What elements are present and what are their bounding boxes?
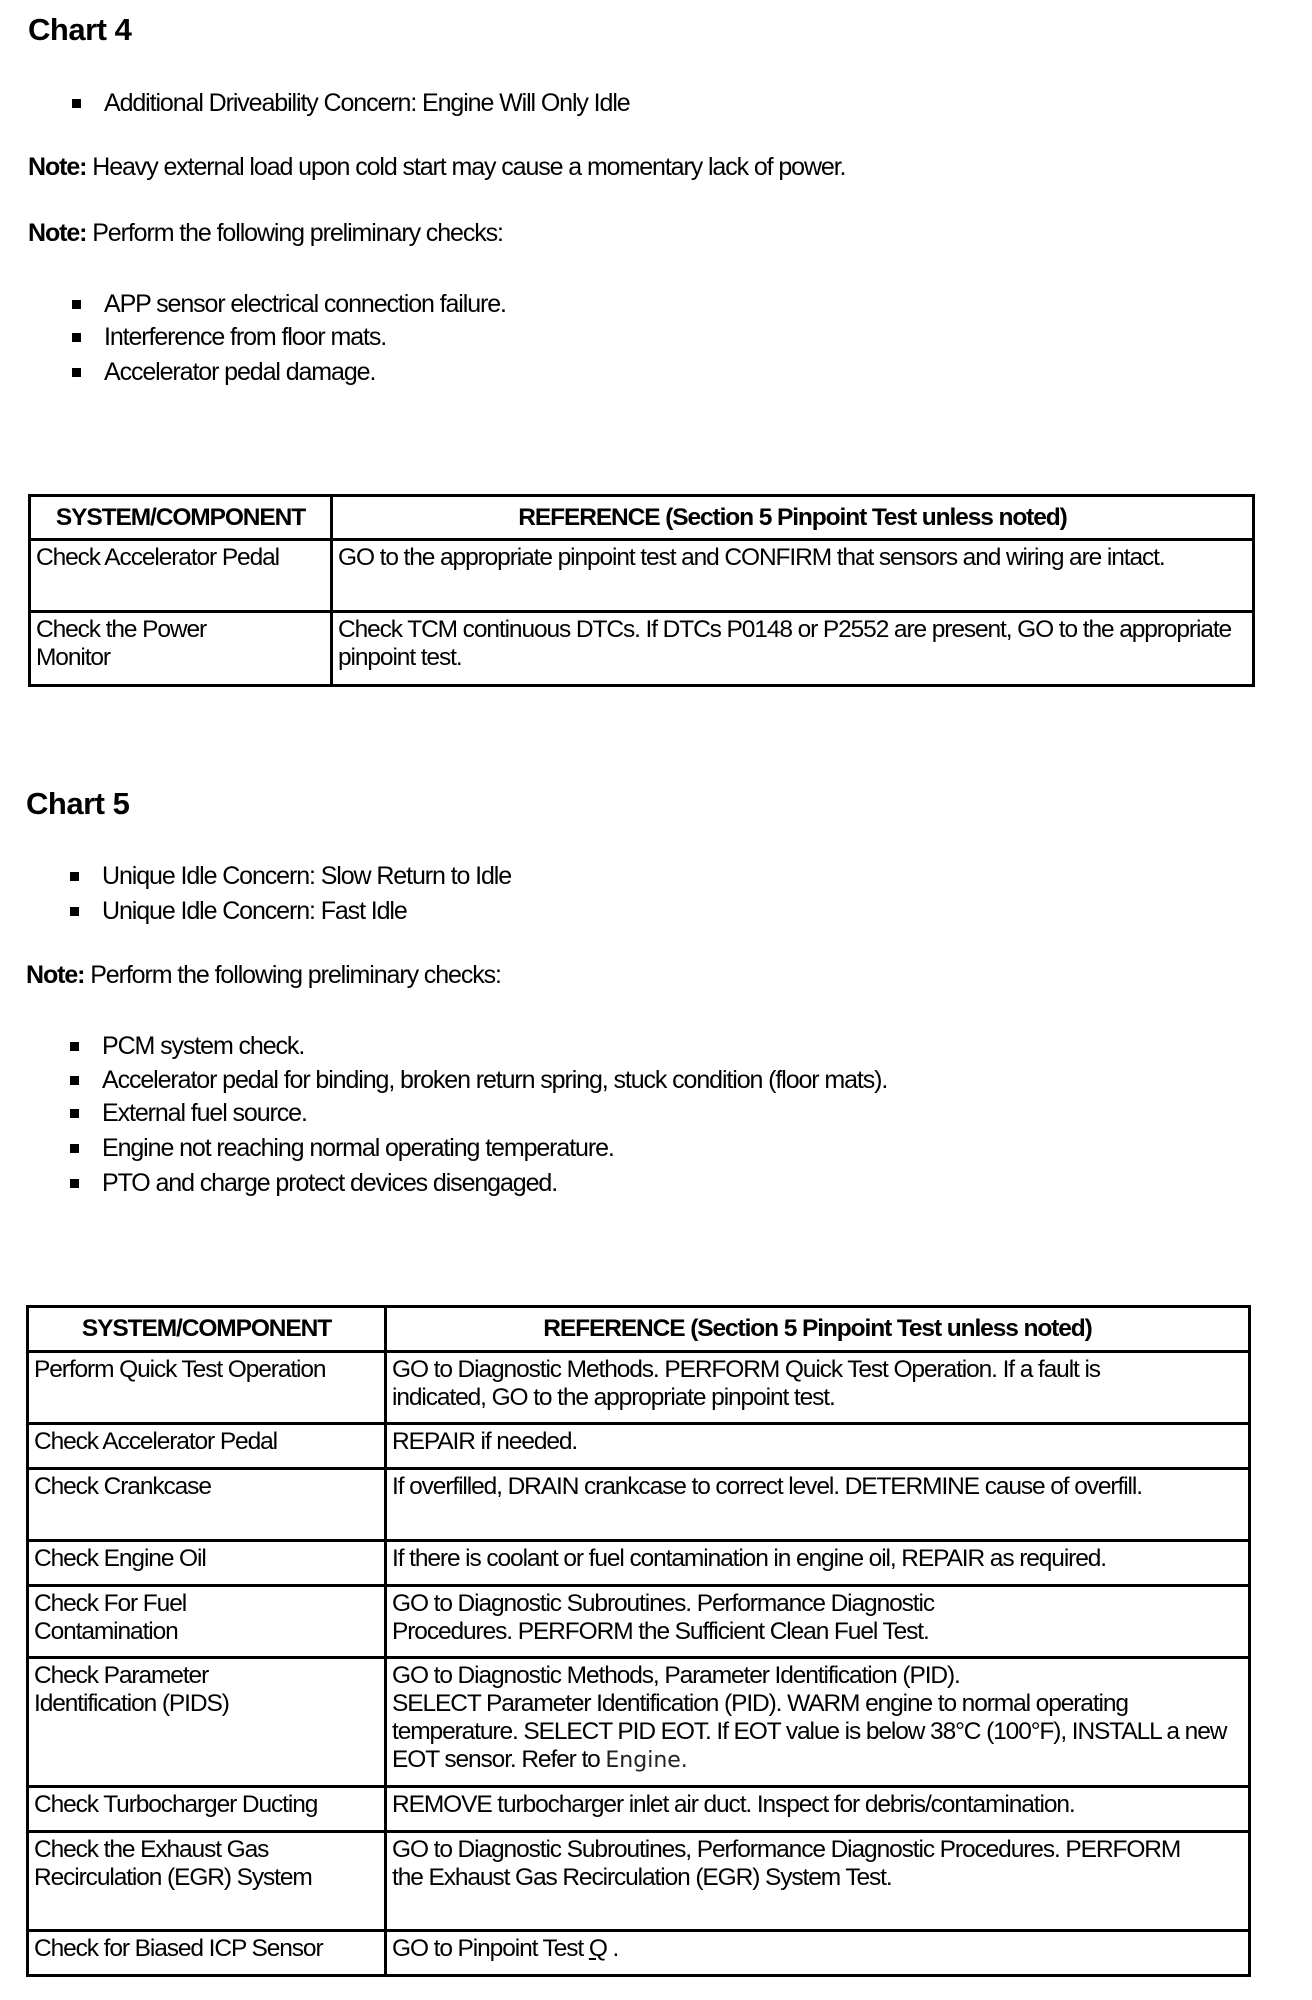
component-cell: Check Turbocharger Ducting — [28, 1787, 386, 1832]
reference-text: SELECT Parameter Identification (PID). WARM engine to normal operating temperature. SELECT PID EOT. If EOT value is below 38°C (100°F), INSTALL a new EOT sensor. Refer to — [392, 1690, 1227, 1773]
note-label: Note: — [28, 153, 87, 181]
chart4-check — [72, 323, 386, 352]
reference-cell: GO to Diagnostic Subroutines. Performance Diagnostic Procedures. PERFORM the Sufficient Clean Fuel Test. — [386, 1586, 1250, 1658]
component-cell: Check Accelerator Pedal — [28, 1424, 386, 1469]
chart4-concern — [72, 89, 630, 118]
table-row — [28, 1832, 1250, 1931]
table-row — [28, 1586, 1250, 1658]
pinpoint-test-q-link[interactable]: Q — [588, 1935, 607, 1962]
concern-text: Unique Idle Concern: Fast Idle — [102, 897, 407, 925]
reference-cell: Check TCM continuous DTCs. If DTCs P0148 or P2552 are present, GO to the appropriate pinpoint test. — [332, 612, 1254, 686]
header-reference: REFERENCE (Section 5 Pinpoint Test unless noted) — [386, 1307, 1250, 1352]
header-reference: REFERENCE (Section 5 Pinpoint Test unless noted) — [332, 496, 1254, 540]
check-text: Accelerator pedal for binding, broken return spring, stuck condition (floor mats). — [102, 1066, 888, 1094]
component-cell: Check Engine Oil — [28, 1541, 386, 1586]
note-label: Note: — [26, 961, 85, 989]
chart5-check — [70, 1169, 557, 1198]
check-text: External fuel source. — [102, 1099, 307, 1127]
chart5-table — [26, 1305, 1251, 1977]
table-header-row — [30, 496, 1254, 540]
check-text: PTO and charge protect devices disengaged. — [102, 1169, 558, 1197]
reference-cell: GO to Diagnostic Methods. PERFORM Quick Test Operation. If a fault is indicated, GO to the appropriate pinpoint test. — [386, 1352, 1250, 1424]
chart5-title: Chart 5 — [26, 786, 130, 821]
component-cell: Check Crankcase — [28, 1469, 386, 1541]
chart5-check — [70, 1032, 304, 1061]
reference-cell: REPAIR if needed. — [386, 1424, 1250, 1469]
component-cell: Check Parameter Identification (PIDS) — [28, 1658, 386, 1787]
component-cell: Check Accelerator Pedal — [30, 540, 332, 612]
reference-line: GO to Diagnostic Methods, Parameter Identification (PID). — [392, 1662, 960, 1689]
table-row — [28, 1931, 1250, 1976]
check-text: Interference from floor mats. — [104, 323, 387, 351]
chart5-concern — [70, 862, 511, 891]
reference-cell — [386, 1658, 1250, 1787]
reference-cell — [386, 1931, 1250, 1976]
check-text: PCM system check. — [102, 1032, 305, 1060]
table-header-row — [28, 1307, 1250, 1352]
chart4-title: Chart 4 — [28, 12, 132, 47]
chart4-note-1 — [28, 153, 845, 182]
component-cell: Check the Power Monitor — [30, 612, 332, 686]
chart5-note — [26, 961, 501, 990]
component-cell: Check the Exhaust Gas Recirculation (EGR) System — [28, 1832, 386, 1931]
chart5-check — [70, 1134, 614, 1163]
check-text: Accelerator pedal damage. — [104, 358, 376, 386]
note-text: Perform the following preliminary checks: — [86, 219, 503, 247]
chart4-check — [72, 290, 506, 319]
reference-end: . — [606, 1935, 619, 1962]
component-cell: Check For Fuel Contamination — [28, 1586, 386, 1658]
chart5-check — [70, 1066, 887, 1095]
note-label: Note: — [28, 219, 87, 247]
reference-cell: If there is coolant or fuel contamination in engine oil, REPAIR as required. — [386, 1541, 1250, 1586]
reference-cell: GO to the appropriate pinpoint test and CONFIRM that sensors and wiring are intact. — [332, 540, 1254, 612]
component-cell: Check for Biased ICP Sensor — [28, 1931, 386, 1976]
reference-cell: GO to Diagnostic Subroutines, Performance Diagnostic Procedures. PERFORM the Exhaust Gas Recirculation (EGR) System Test. — [386, 1832, 1250, 1931]
chart5-concern — [70, 897, 407, 926]
header-component: SYSTEM/COMPONENT — [30, 496, 332, 540]
component-cell: Perform Quick Test Operation — [28, 1352, 386, 1424]
chart5-check — [70, 1099, 307, 1128]
table-row — [28, 1787, 1250, 1832]
table-row — [28, 1424, 1250, 1469]
table-row — [28, 1658, 1250, 1787]
table-row — [30, 540, 1254, 612]
concern-text: Unique Idle Concern: Slow Return to Idle — [102, 862, 512, 890]
reference-cell: REMOVE turbocharger inlet air duct. Inspect for debris/contamination. — [386, 1787, 1250, 1832]
check-text: APP sensor electrical connection failure. — [104, 290, 506, 318]
chart4-note-2 — [28, 219, 503, 248]
table-row — [28, 1352, 1250, 1424]
table-row — [28, 1541, 1250, 1586]
reference-text: GO to Pinpoint Test — [392, 1935, 584, 1962]
chart4-check — [72, 358, 375, 387]
chart4-table — [28, 494, 1255, 687]
note-text: Perform the following preliminary checks: — [84, 961, 501, 989]
header-component: SYSTEM/COMPONENT — [28, 1307, 386, 1352]
check-text: Engine not reaching normal operating temperature. — [102, 1134, 614, 1162]
concern-text: Additional Driveability Concern: Engine Will Only Idle — [104, 89, 630, 117]
table-row — [28, 1469, 1250, 1541]
engine-link[interactable]: Engine. — [605, 1748, 688, 1773]
note-text: Heavy external load upon cold start may cause a momentary lack of power. — [86, 153, 846, 181]
reference-cell: If overfilled, DRAIN crankcase to correct level. DETERMINE cause of overfill. — [386, 1469, 1250, 1541]
table-row — [30, 612, 1254, 686]
